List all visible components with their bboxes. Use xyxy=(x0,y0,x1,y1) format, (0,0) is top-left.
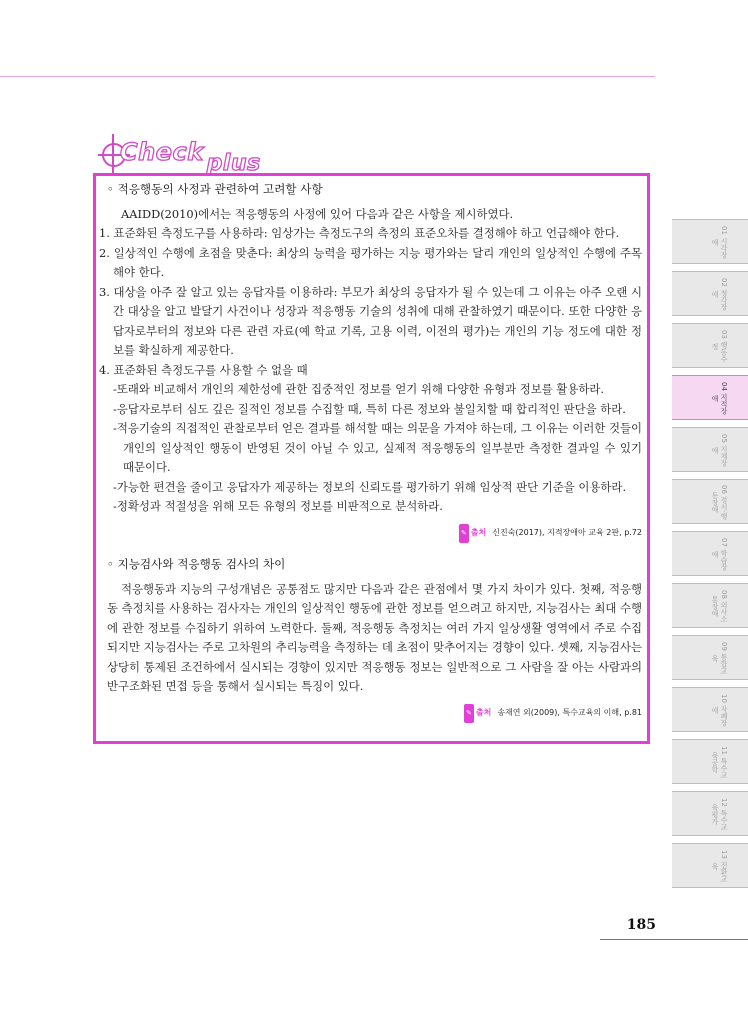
chapter-tab[interactable]: 12 특수교육평가 xyxy=(672,791,748,836)
page-rule xyxy=(600,939,748,940)
source-citation: ✎ 출처 신진숙(2017), 지적장애아 교육 2판, p.72 xyxy=(107,523,642,544)
chapter-tab[interactable]: 05 지체장애 xyxy=(672,427,748,472)
source-citation: ✎ 출처 송재연 외(2009), 특수교육의 이해, p.81 xyxy=(107,703,642,724)
list-item: 1. 표준화된 측정도구를 사용하라: 임상가는 측정도구의 측정의 표준오차를 결정해야 하고 언급해야 한다. xyxy=(99,226,620,240)
chapter-tab[interactable]: 08 의사소통장애 xyxy=(672,583,748,628)
source-tag-icon: ✎ xyxy=(464,704,474,724)
chapter-tab[interactable]: 10 자폐장애 xyxy=(672,687,748,732)
paragraph: AAIDD(2010)에서는 적응행동의 사정에 있어 다음과 같은 사항을 제시하였다. xyxy=(121,206,514,221)
logo-plus: plus xyxy=(206,151,261,176)
source-text: 송재연 외(2009), 특수교육의 이해, p.81 xyxy=(497,707,642,717)
source-tag-icon: ✎ xyxy=(459,524,469,544)
sub-item: -가능한 편견을 줄이고 응답자가 제공하는 정보의 신뢰도를 평가하기 위해 임상적 판단 기준을 이용하라. xyxy=(113,479,627,494)
chapter-tab[interactable]: 02 청각장애 xyxy=(672,271,748,316)
sub-item: -응답자로부터 심도 깊은 질적인 정보를 수집할 때, 특히 다른 정보와 불일치할 때 합리적인 판단을 하라. xyxy=(113,401,626,416)
chapter-tab[interactable]: 01 시각장애 xyxy=(672,219,748,264)
sub-item: -정확성과 적절성을 위해 모든 유형의 정보를 비판적으로 분석하라. xyxy=(113,499,443,513)
header-rule xyxy=(0,76,655,77)
box-content xyxy=(99,180,642,723)
page-number: 185 xyxy=(626,917,656,933)
section-title: ◦ 적응행동의 사정과 관련하여 고려할 사항 xyxy=(107,182,323,196)
chapter-tab-active[interactable]: 04 지적장애 xyxy=(672,375,748,420)
list-item: 4. 표준화된 측정도구를 사용할 수 없을 때 xyxy=(99,362,308,377)
list-item: 3. 대상을 아주 잘 알고 있는 응답자를 이용하라: 부모가 최상의 응답자가 될 수 있는데 그 이유는 아주 오랜 시간 대상을 알고 발달기 사건이나 성장과 적응행동 기술의 성취에 대해 관찰하였기 때문이다. 또한 다양한 응답자로부터의 정보와 다른 관련 자료(예 학교 기록, 고용 이력, 이전의 평가)는 개인의 기능 정도에 대한 정보를 확실하게 제공한다. xyxy=(99,284,642,357)
chapter-tab[interactable]: 03 행동수정 xyxy=(672,323,748,368)
list-item: 2. 일상적인 수행에 초점을 맞춘다: 최상의 능력을 평가하는 지능 평가와는 달리 개인의 일상적인 수행에 주목해야 한다. xyxy=(99,245,642,279)
chapter-tab[interactable]: 13 전환교육 xyxy=(672,843,748,888)
chapter-tab[interactable]: 07 학습장애 xyxy=(672,531,748,576)
chapter-tab[interactable]: 06 정서·행동장애 xyxy=(672,479,748,524)
source-text: 신진숙(2017), 지적장애아 교육 2판, p.72 xyxy=(492,527,642,537)
sub-item: -또래와 비교해서 개인의 제한성에 관한 집중적인 정보를 얻기 위해 다양한 유형과 정보를 활용하라. xyxy=(113,382,605,396)
chapter-tab[interactable]: 09 통합교육 xyxy=(672,635,748,680)
paragraph: 적응행동과 지능의 구성개념은 공통점도 많지만 다음과 같은 관점에서 몇 가지 차이가 있다. 첫째, 적응행동 측정치를 사용하는 검사자는 개인의 일상적인 행동에 관한 정보를 얻으려고 하지만, 지능검사는 최대 수행에 관한 정보를 수집하기 위하여 노력한다. 둘째, 적응행동 측정치는 여러 가지 일상생활 영역에서 주로 수집되지만 지능검사는 주로 고차원의 추리능력을 측정하는 데 초점이 맞추어지는 경향이 있다. 셋째, 지능검사는 상당히 통제된 조건하에서 실시되는 경향이 있지만 적응행동 정보는 일반적으로 그 사람을 잘 아는 사람과의 반구조화된 면접 등을 통해서 실시되는 특징이 있다. xyxy=(107,581,642,693)
sub-item: -적응기술의 직접적인 관찰로부터 얻은 결과를 해석할 때는 의문을 가져야 하는데, 그 이유는 이러한 것들이 개인의 일상적인 행동이 반영된 것이 아닐 수 있고, 실제적 적응행동의 일부분만 측정한 결과일 수 있기 때문이다. xyxy=(113,421,642,474)
check-plus-logo xyxy=(98,134,261,178)
chapter-tab[interactable]: 11 특수교육공학 xyxy=(672,739,748,784)
section-title: ◦ 지능검사와 적응행동 검사의 차이 xyxy=(107,557,286,571)
logo-word: Check xyxy=(120,138,204,166)
